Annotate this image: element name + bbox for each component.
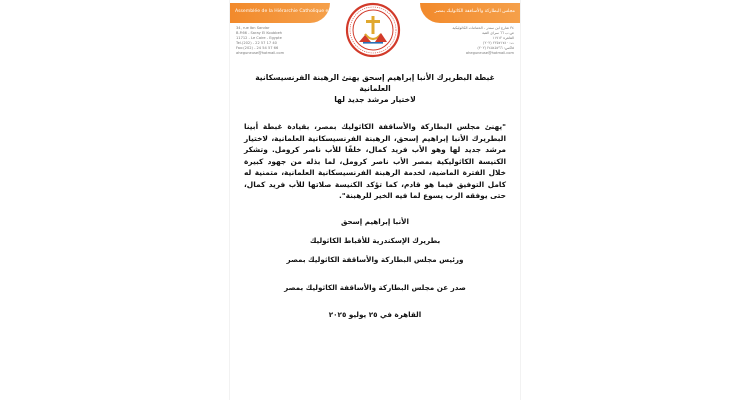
letterhead-title-arabic: مجلس البطاركة والأساقفة الكاثوليك بمصر xyxy=(434,9,515,14)
signature-block xyxy=(244,216,506,265)
letter-page xyxy=(230,0,520,400)
signature-role: ورئيس مجلس البطاركة والأساقفة الكاثوليك بمصر xyxy=(286,254,464,264)
letterhead-band-right xyxy=(420,3,520,23)
address-line: B.P.66 - Saray El Koubbeh xyxy=(236,31,283,35)
title-line: غبطة البطريرك الأنبا إبراهيم إسحق يهنئ الرهبنة الفرنسيسكانية العلمانية xyxy=(255,73,495,93)
address-line: 34, rue Ibn Sandar xyxy=(236,26,270,30)
letterhead xyxy=(230,0,520,62)
letter-content xyxy=(244,72,506,319)
letterhead-title-french: Assemblée de la Hiérarchie Catholique en Egypte xyxy=(235,9,349,14)
letter-body: "يهنئ مجلس البطاركة والأساقفة الكاثوليك بمصر، بقيادة غبطة أبينا البطريرك الأنبا إبراهيم إسحق، الرهبنة الفرنسيسكانية العلمانية، لاختيار مرشد جديد لها وهو الأب فريد كمال، خلفًا للأب ناصر كرومل. وتشكر الكنيسة الكاثوليكية بمصر الأب ناصر كرومل، لما بذله من جهود كبيرة خلال الفترة الماضية، لخدمة الرهبنة الفرنسيسكانية العلمانية، متمنية له كامل التوفيق فيما هو قادم، كما تؤكد الكنيسة صلاتها للأب فريد كمال، حتى يوفقه الرب يسوع لما فيه الخير للرهبنة". xyxy=(244,122,506,200)
letter-title xyxy=(244,72,506,105)
address-line: Tel.(202) - 22 57 17 40 xyxy=(236,41,277,45)
catholic-hierarchy-seal-icon xyxy=(345,2,401,58)
address-french xyxy=(236,26,284,56)
issued-by: صدر عن مجلس البطاركة والأساقفة الكاثوليك بمصر xyxy=(284,282,466,292)
address-arabic xyxy=(452,26,514,56)
letter-date: القاهرة في ٢٥ يوليو ٢٠٢٥ xyxy=(328,309,422,319)
title-line: لاختيار مرشد جديد لها xyxy=(334,95,416,104)
letterhead-band-left xyxy=(230,3,349,23)
signature-name: الأنبا إبراهيم إسحق xyxy=(341,216,409,226)
address-line: 11712 - Le Caire - Egypte xyxy=(236,36,282,40)
address-line: ت: ٢٢٥٧١٧٤٠ (٢٠٢) xyxy=(483,41,514,45)
address-line: aheguneuse@hotmail.com xyxy=(236,51,285,55)
address-line: Fax:(202) - 24 54 57 66 xyxy=(236,46,279,50)
address-line: القاهرة ١١٧١٢ xyxy=(492,36,514,40)
address-line: aheguneuse@hotmail.com xyxy=(465,51,514,55)
address-line: فاكس: ٢٤٥٤٥٧٦٦ (٢٠٢) xyxy=(477,46,514,50)
address-line: ص.ب ٦٦ سراي القبة xyxy=(482,31,514,35)
address-line: ٣٤ شارع ابن سندر - الحمامات الكاثوليكية xyxy=(452,26,514,30)
signature-role: بطريرك الإسكندرية للأقباط الكاثوليك xyxy=(309,235,441,245)
